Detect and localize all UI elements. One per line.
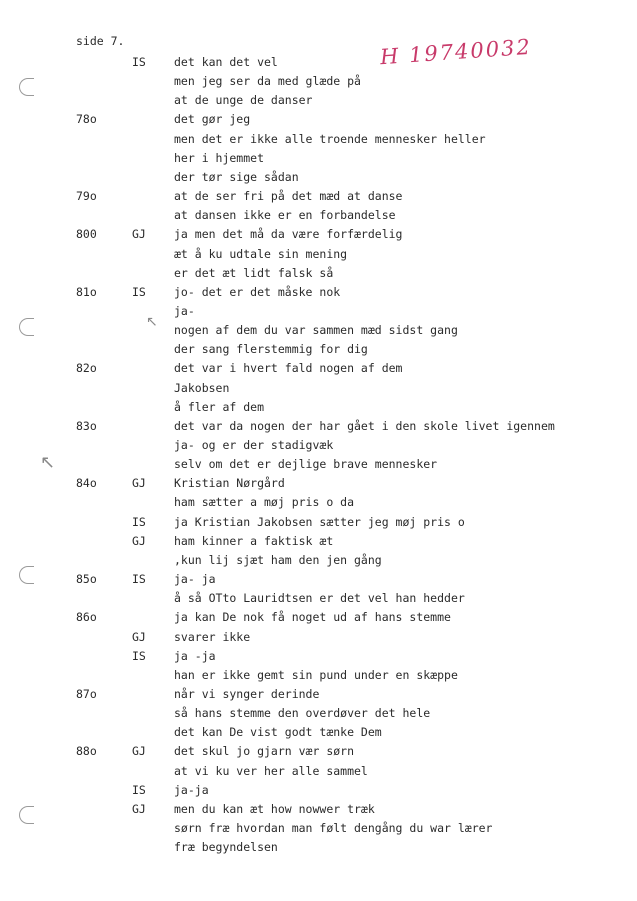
line-number: 79o	[76, 189, 97, 204]
archive-code-handwritten: H 19740032	[379, 34, 533, 70]
transcript-line	[0, 285, 637, 303]
transcript-line	[0, 706, 637, 724]
transcript-line	[0, 304, 637, 322]
utterance: så hans stemme den overdøver det hele	[174, 706, 431, 721]
transcript-line	[0, 93, 637, 111]
transcript-line	[0, 266, 637, 284]
transcript-line	[0, 572, 637, 590]
utterance: selv om det er dejlige brave mennesker	[174, 457, 438, 472]
speaker: IS	[132, 284, 146, 299]
transcript-line	[0, 649, 637, 667]
utterance: ham sætter a møj pris o da	[174, 495, 355, 510]
utterance: at de ser fri på det mæd at danse	[174, 189, 403, 204]
utterance: det var da nogen der har gået i den skole livet igennem	[174, 418, 555, 433]
transcript-line	[0, 323, 637, 341]
line-number: 86o	[76, 610, 97, 625]
transcript-line	[0, 764, 637, 782]
utterance: sørn fræ hvordan man følt dengång du war lærer	[174, 821, 493, 835]
utterance: Kristian Nørgård	[174, 476, 285, 491]
transcript-line	[0, 74, 637, 92]
page-label: side 7.	[76, 34, 125, 48]
transcript-line	[0, 821, 637, 839]
utterance: det var i hvert fald nogen af dem	[174, 361, 403, 376]
line-number: 88o	[76, 744, 97, 759]
utterance: det kan det vel	[174, 55, 278, 69]
utterance: at vi ku ver her alle sammel	[174, 763, 368, 778]
utterance: å så OTto Lauridtsen er det vel han hedder	[174, 591, 465, 606]
utterance: at de unge de danser	[174, 93, 313, 108]
speaker: IS	[132, 55, 146, 69]
transcript-line	[0, 591, 637, 609]
transcript-line	[0, 55, 637, 73]
transcript-line	[0, 457, 637, 475]
line-number: 81o	[76, 284, 97, 299]
transcript-line	[0, 840, 637, 858]
utterance: ja- ja	[174, 572, 216, 587]
transcript-line	[0, 381, 637, 399]
utterance: nogen af dem du var sammen mæd sidst gang	[174, 323, 458, 338]
utterance: han er ikke gemt sin pund under en skæppe	[174, 667, 458, 682]
utterance: Jakobsen	[174, 380, 230, 395]
transcript-line	[0, 438, 637, 456]
transcript-line	[0, 802, 637, 820]
transcript-line	[0, 189, 637, 207]
utterance: svarer ikke	[174, 629, 251, 644]
transcript-line	[0, 208, 637, 226]
transcript-line	[0, 419, 637, 437]
utterance: der sang flerstemmig for dig	[174, 342, 368, 357]
transcript-line	[0, 361, 637, 379]
utterance: er det æt lidt falsk så	[174, 265, 334, 280]
line-number: 84o	[76, 476, 97, 491]
utterance: ja- og er der stadigvæk	[174, 438, 334, 452]
transcript-line	[0, 342, 637, 360]
utterance: fræ begyndelsen	[174, 840, 278, 855]
utterance: ja-ja	[174, 782, 209, 797]
line-number: 800	[76, 227, 97, 242]
speaker: GJ	[132, 476, 146, 491]
transcript-line	[0, 783, 637, 801]
utterance: at dansen ikke er en forbandelse	[174, 208, 396, 223]
transcript-line	[0, 170, 637, 188]
speaker: GJ	[132, 533, 146, 548]
utterance: her i hjemmet	[174, 150, 265, 165]
utterance: men du kan æt how nowwer træk	[174, 801, 375, 816]
speaker: IS	[132, 782, 146, 797]
speaker: GJ	[132, 801, 146, 816]
transcript-line	[0, 687, 637, 705]
utterance: ja Kristian Jakobsen sætter jeg møj pris o	[174, 514, 465, 529]
utterance: ,kun lij sjæt ham den jen gång	[174, 552, 382, 567]
transcript-line	[0, 112, 637, 130]
transcript-line	[0, 553, 637, 571]
speaker: IS	[132, 514, 146, 529]
line-number: 78o	[76, 112, 97, 127]
transcript-line	[0, 151, 637, 169]
line-number: 85o	[76, 572, 97, 587]
utterance: der tør sige sådan	[174, 169, 299, 184]
utterance: å fler af dem	[174, 399, 265, 414]
transcript-line	[0, 495, 637, 513]
transcript-line	[0, 227, 637, 245]
utterance: det gør jeg	[174, 112, 251, 127]
transcript-line	[0, 668, 637, 686]
transcript-line	[0, 534, 637, 552]
utterance: ham kinner a faktisk æt	[174, 533, 334, 548]
pencil-mark: ↖	[40, 452, 56, 473]
transcript-line	[0, 247, 637, 265]
utterance: ja-	[174, 303, 195, 318]
speaker: IS	[132, 648, 146, 663]
utterance: æt å ku udtale sin mening	[174, 246, 348, 261]
transcript-line	[0, 630, 637, 648]
line-number: 83o	[76, 418, 97, 433]
speaker: GJ	[132, 744, 146, 759]
utterance: men jeg ser da med glæde på	[174, 74, 361, 89]
speaker: GJ	[132, 227, 146, 242]
utterance: når vi synger derinde	[174, 686, 320, 701]
utterance: ja men det må da være forfærdelig	[174, 227, 403, 242]
transcript-line	[0, 744, 637, 762]
transcript-line	[0, 400, 637, 418]
utterance: ja -ja	[174, 648, 216, 663]
line-number: 82o	[76, 361, 97, 376]
utterance: men det er ikke alle troende mennesker heller	[174, 131, 486, 146]
transcript-line	[0, 132, 637, 150]
speaker: IS	[132, 572, 146, 587]
speaker: GJ	[132, 629, 146, 644]
utterance: det skul jo gjarn vær sørn	[174, 744, 355, 759]
transcript-line	[0, 610, 637, 628]
utterance: det kan De vist godt tænke Dem	[174, 725, 382, 740]
pencil-mark: ↖	[146, 314, 158, 330]
utterance: jo- det er det måske nok	[174, 284, 341, 299]
transcript-line	[0, 725, 637, 743]
transcript-line	[0, 515, 637, 533]
transcript-line	[0, 476, 637, 494]
utterance: ja kan De nok få noget ud af hans stemme	[174, 610, 451, 625]
line-number: 87o	[76, 686, 97, 701]
